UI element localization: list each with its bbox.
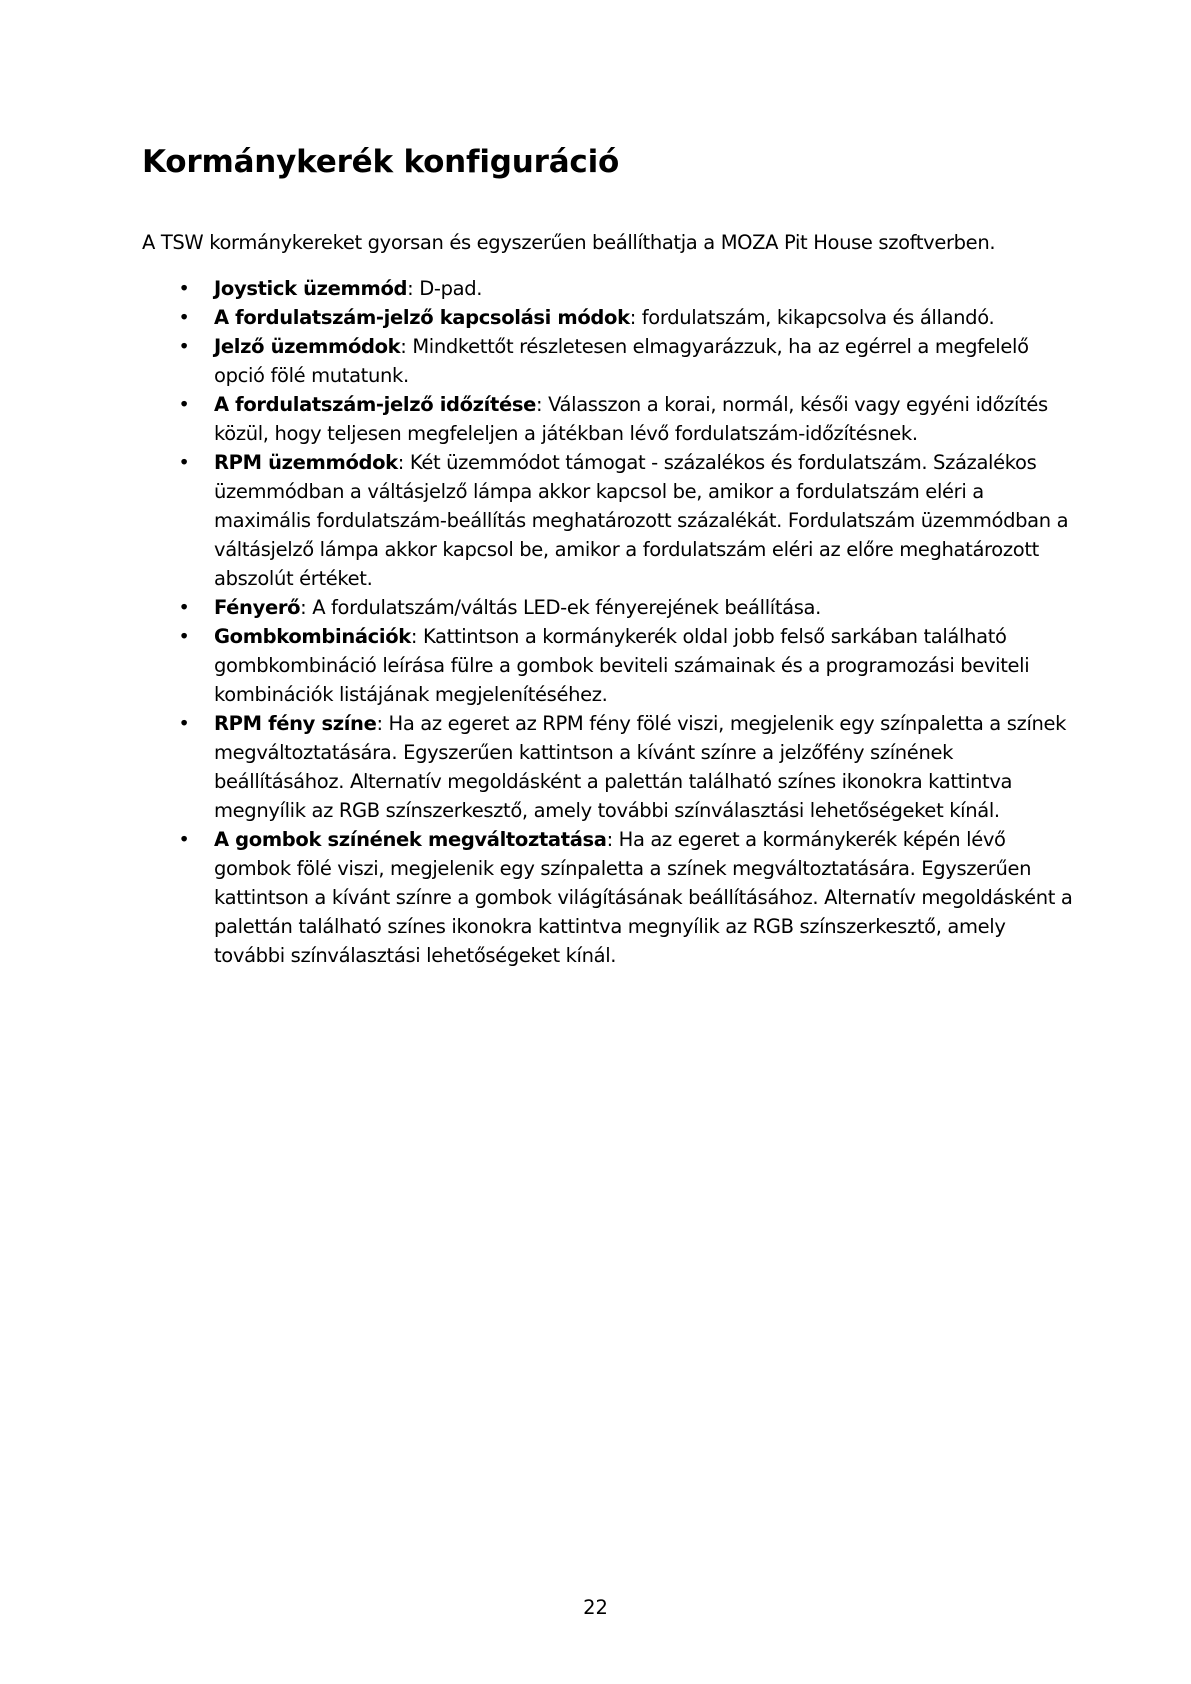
list-item xyxy=(178,622,1074,709)
list-item-term: RPM fény színe xyxy=(214,712,377,735)
bullet-icon: • xyxy=(178,393,190,416)
list-item-text: : D-pad. xyxy=(407,277,483,300)
list-item-term: A fordulatszám-jelző időzítése xyxy=(214,393,536,416)
bullet-icon: • xyxy=(178,828,190,851)
list-item-text: : Ha az egeret a kormánykerék képén lévő gombok fölé viszi, megjelenik egy színpaletta a színek megváltoztatására. Egyszerűen kattintson a kívánt színre a gombok világításának beállításához. Alternatív megoldásként a palettán található színes ikonokra kattintva megnyílik az RGB színszerkesztő, amely további színválasztási lehetőségeket kínál. xyxy=(214,828,1073,967)
list-item-term: A gombok színének megváltoztatása xyxy=(214,828,607,851)
list-item xyxy=(178,274,1074,303)
page-number: 22 xyxy=(583,1596,608,1619)
list-item-term: Jelző üzemmódok xyxy=(214,335,401,358)
list-item-term: RPM üzemmódok xyxy=(214,451,398,474)
list-item xyxy=(178,332,1074,390)
bullet-icon: • xyxy=(178,335,190,358)
list-item-term: Gombkombinációk xyxy=(214,625,411,648)
bullet-icon: • xyxy=(178,306,190,329)
list-item xyxy=(178,390,1074,448)
list-item-term: Fényerő xyxy=(214,596,301,619)
list-item-text: : Ha az egeret az RPM fény fölé viszi, megjelenik egy színpaletta a színek megváltoztatására. Egyszerűen kattintson a kívánt színre a jelzőfény színének beállításához. Alternatív megoldásként a palettán található színes ikonokra kattintva megnyílik az RGB színszerkesztő, amely további színválasztási lehetőségeket kínál. xyxy=(214,712,1067,822)
intro-paragraph: A TSW kormánykereket gyorsan és egyszerűen beállíthatja a MOZA Pit House szoftverben. xyxy=(142,231,996,254)
list-item-term: A fordulatszám-jelző kapcsolási módok xyxy=(214,306,630,329)
list-item xyxy=(178,593,1074,622)
bullet-icon: • xyxy=(178,451,190,474)
bullet-icon: • xyxy=(178,596,190,619)
list-item xyxy=(178,448,1074,593)
bullet-icon: • xyxy=(178,712,190,735)
list-item-text: : Két üzemmódot támogat - százalékos és fordulatszám. Százalékos üzemmódban a váltásjelző lámpa akkor kapcsol be, amikor a fordulatszám eléri a maximális fordulatszám-beállítás meghatározott százalékát. Fordulatszám üzemmódban a váltásjelző lámpa akkor kapcsol be, amikor a fordulatszám eléri az előre meghatározott abszolút értéket. xyxy=(214,451,1069,590)
list-item-text: : A fordulatszám/váltás LED-ek fényerejének beállítása. xyxy=(300,596,821,619)
page-title: Kormánykerék konfiguráció xyxy=(142,144,620,180)
list-item xyxy=(178,709,1074,825)
list-item-text: : Kattintson a kormánykerék oldal jobb felső sarkában található gombkombináció leírása fülre a gombok beviteli számainak és a programozási beviteli kombinációk listájának megjelenítéséhez. xyxy=(214,625,1030,706)
bullet-icon: • xyxy=(178,625,190,648)
list-item-text: : Válasszon a korai, normál, késői vagy egyéni időzítés közül, hogy teljesen megfeleljen a játékban lévő fordulatszám-időzítésnek. xyxy=(214,393,1048,445)
list-item-text: : fordulatszám, kikapcsolva és állandó. xyxy=(629,306,995,329)
list-item xyxy=(178,303,1074,332)
feature-list xyxy=(178,274,1074,970)
bullet-icon: • xyxy=(178,277,190,300)
list-item-text: : Mindkettőt részletesen elmagyarázzuk, ha az egérrel a megfelelő opció fölé mutatunk. xyxy=(214,335,1029,387)
list-item xyxy=(178,825,1074,970)
list-item-term: Joystick üzemmód xyxy=(214,277,408,300)
